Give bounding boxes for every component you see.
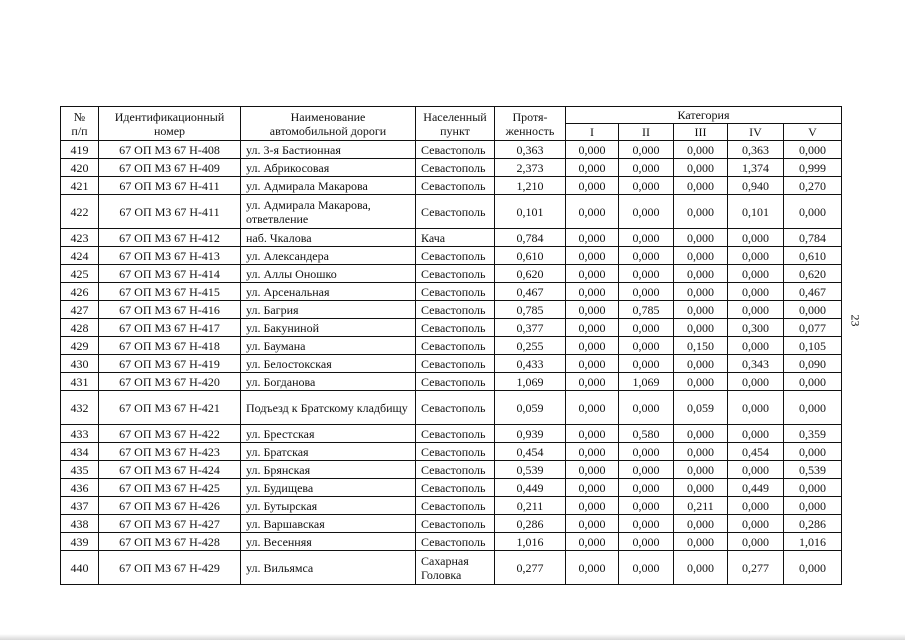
category-5-value: 0,999	[784, 159, 842, 177]
road-id: 67 ОП МЗ 67 Н-421	[99, 391, 241, 425]
road-length: 0,610	[495, 247, 566, 265]
category-5-value: 0,000	[784, 301, 842, 319]
road-name: наб. Чкалова	[241, 229, 416, 247]
category-3-value: 0,000	[674, 283, 728, 301]
category-4-value: 0,000	[728, 497, 784, 515]
row-number: 432	[61, 391, 99, 425]
road-length: 0,467	[495, 283, 566, 301]
category-5-value: 0,000	[784, 373, 842, 391]
road-name: ул. Богданова	[241, 373, 416, 391]
table-row	[61, 533, 842, 551]
road-length: 0,363	[495, 141, 566, 159]
table-row	[61, 497, 842, 515]
table-row	[61, 177, 842, 195]
road-id: 67 ОП МЗ 67 Н-418	[99, 337, 241, 355]
category-4-value: 0,454	[728, 443, 784, 461]
settlement: Севастополь	[416, 337, 495, 355]
settlement: Севастополь	[416, 497, 495, 515]
settlement: Севастополь	[416, 301, 495, 319]
category-4-value: 0,000	[728, 229, 784, 247]
category-4-value: 0,000	[728, 425, 784, 443]
category-3-value: 0,150	[674, 337, 728, 355]
category-3-value: 0,000	[674, 319, 728, 337]
settlement: Севастополь	[416, 533, 495, 551]
road-name: ул. Александера	[241, 247, 416, 265]
road-id: 67 ОП МЗ 67 Н-422	[99, 425, 241, 443]
table-row	[61, 319, 842, 337]
settlement: Сахарная Головка	[416, 551, 495, 585]
road-name: ул. Варшавская	[241, 515, 416, 533]
table-row	[61, 337, 842, 355]
category-1-value: 0,000	[566, 265, 619, 283]
category-4-value: 0,343	[728, 355, 784, 373]
category-1-value: 0,000	[566, 229, 619, 247]
road-id: 67 ОП МЗ 67 Н-417	[99, 319, 241, 337]
category-3-value: 0,211	[674, 497, 728, 515]
category-2-value: 0,000	[619, 159, 674, 177]
road-length: 1,210	[495, 177, 566, 195]
road-name: ул. Абрикосовая	[241, 159, 416, 177]
category-3-value: 0,000	[674, 461, 728, 479]
row-number: 430	[61, 355, 99, 373]
category-4-value: 0,101	[728, 195, 784, 229]
road-id: 67 ОП МЗ 67 Н-426	[99, 497, 241, 515]
road-length: 0,255	[495, 337, 566, 355]
road-length: 0,539	[495, 461, 566, 479]
category-5-value: 0,077	[784, 319, 842, 337]
header-cat-3: III	[674, 124, 728, 141]
header-length: Протя- женность	[495, 107, 566, 141]
category-2-value: 0,000	[619, 283, 674, 301]
category-1-value: 0,000	[566, 497, 619, 515]
category-5-value: 0,539	[784, 461, 842, 479]
road-name: ул. 3-я Бастионная	[241, 141, 416, 159]
category-3-value: 0,000	[674, 373, 728, 391]
settlement: Севастополь	[416, 479, 495, 497]
row-number: 421	[61, 177, 99, 195]
category-1-value: 0,000	[566, 443, 619, 461]
category-4-value: 1,374	[728, 159, 784, 177]
road-name: ул. Арсенальная	[241, 283, 416, 301]
road-id: 67 ОП МЗ 67 Н-409	[99, 159, 241, 177]
header-cat-4: IV	[728, 124, 784, 141]
header-road-name: Наименование автомобильной дороги	[241, 107, 416, 141]
road-length: 0,939	[495, 425, 566, 443]
settlement: Севастополь	[416, 177, 495, 195]
category-1-value: 0,000	[566, 373, 619, 391]
header-settlement: Населенный пункт	[416, 107, 495, 141]
category-5-value: 0,000	[784, 497, 842, 515]
table-row	[61, 355, 842, 373]
road-name: ул. Баумана	[241, 337, 416, 355]
category-1-value: 0,000	[566, 461, 619, 479]
road-name: ул. Вильямса	[241, 551, 416, 585]
category-4-value: 0,000	[728, 515, 784, 533]
category-2-value: 0,000	[619, 337, 674, 355]
category-3-value: 0,000	[674, 301, 728, 319]
road-id: 67 ОП МЗ 67 Н-412	[99, 229, 241, 247]
row-number: 439	[61, 533, 99, 551]
category-1-value: 0,000	[566, 551, 619, 585]
row-number: 420	[61, 159, 99, 177]
settlement: Севастополь	[416, 391, 495, 425]
category-2-value: 0,000	[619, 195, 674, 229]
category-5-value: 0,000	[784, 391, 842, 425]
category-1-value: 0,000	[566, 141, 619, 159]
road-id: 67 ОП МЗ 67 Н-411	[99, 195, 241, 229]
road-length: 0,059	[495, 391, 566, 425]
category-3-value: 0,000	[674, 551, 728, 585]
table-row	[61, 229, 842, 247]
table-row	[61, 159, 842, 177]
road-id: 67 ОП МЗ 67 Н-413	[99, 247, 241, 265]
road-length: 2,373	[495, 159, 566, 177]
row-number: 434	[61, 443, 99, 461]
settlement: Севастополь	[416, 515, 495, 533]
road-name: ул. Бакуниной	[241, 319, 416, 337]
category-2-value: 0,000	[619, 391, 674, 425]
category-4-value: 0,277	[728, 551, 784, 585]
category-1-value: 0,000	[566, 391, 619, 425]
category-1-value: 0,000	[566, 159, 619, 177]
settlement: Севастополь	[416, 159, 495, 177]
category-4-value: 0,000	[728, 265, 784, 283]
road-name: ул. Аллы Оношко	[241, 265, 416, 283]
header-num: № п/п	[61, 107, 99, 141]
category-5-value: 0,359	[784, 425, 842, 443]
road-length: 0,449	[495, 479, 566, 497]
road-length: 0,433	[495, 355, 566, 373]
category-2-value: 0,000	[619, 247, 674, 265]
category-2-value: 0,000	[619, 265, 674, 283]
road-length: 0,101	[495, 195, 566, 229]
category-5-value: 0,090	[784, 355, 842, 373]
road-id: 67 ОП МЗ 67 Н-415	[99, 283, 241, 301]
table-row	[61, 283, 842, 301]
road-id: 67 ОП МЗ 67 Н-423	[99, 443, 241, 461]
category-1-value: 0,000	[566, 355, 619, 373]
category-1-value: 0,000	[566, 533, 619, 551]
category-4-value: 0,363	[728, 141, 784, 159]
category-3-value: 0,000	[674, 159, 728, 177]
category-4-value: 0,000	[728, 373, 784, 391]
category-3-value: 0,000	[674, 177, 728, 195]
category-2-value: 0,000	[619, 533, 674, 551]
row-number: 438	[61, 515, 99, 533]
table-row	[61, 479, 842, 497]
category-3-value: 0,000	[674, 265, 728, 283]
settlement: Севастополь	[416, 425, 495, 443]
scan-edge	[0, 634, 905, 640]
category-3-value: 0,000	[674, 195, 728, 229]
header-category: Категория	[566, 107, 842, 124]
road-name: ул. Адмирала Макарова	[241, 177, 416, 195]
category-4-value: 0,000	[728, 337, 784, 355]
category-2-value: 0,000	[619, 141, 674, 159]
category-2-value: 0,000	[619, 461, 674, 479]
settlement: Севастополь	[416, 461, 495, 479]
table-row	[61, 301, 842, 319]
category-5-value: 0,467	[784, 283, 842, 301]
row-number: 440	[61, 551, 99, 585]
category-3-value: 0,000	[674, 425, 728, 443]
table-row	[61, 141, 842, 159]
category-3-value: 0,000	[674, 247, 728, 265]
category-4-value: 0,300	[728, 319, 784, 337]
row-number: 426	[61, 283, 99, 301]
category-1-value: 0,000	[566, 425, 619, 443]
category-2-value: 0,785	[619, 301, 674, 319]
road-length: 0,620	[495, 265, 566, 283]
category-1-value: 0,000	[566, 337, 619, 355]
page-number: 23	[848, 314, 863, 327]
category-1-value: 0,000	[566, 177, 619, 195]
category-5-value: 0,784	[784, 229, 842, 247]
category-5-value: 0,610	[784, 247, 842, 265]
table-row	[61, 195, 842, 229]
road-length: 1,016	[495, 533, 566, 551]
category-5-value: 0,000	[784, 195, 842, 229]
category-3-value: 0,000	[674, 355, 728, 373]
header-id: Идентификационный номер	[99, 107, 241, 141]
settlement: Севастополь	[416, 265, 495, 283]
category-2-value: 0,000	[619, 229, 674, 247]
road-length: 0,377	[495, 319, 566, 337]
road-id: 67 ОП МЗ 67 Н-427	[99, 515, 241, 533]
header-cat-5: V	[784, 124, 842, 141]
row-number: 427	[61, 301, 99, 319]
row-number: 431	[61, 373, 99, 391]
road-id: 67 ОП МЗ 67 Н-416	[99, 301, 241, 319]
road-id: 67 ОП МЗ 67 Н-419	[99, 355, 241, 373]
category-3-value: 0,000	[674, 229, 728, 247]
row-number: 425	[61, 265, 99, 283]
category-4-value: 0,000	[728, 283, 784, 301]
category-4-value: 0,940	[728, 177, 784, 195]
row-number: 435	[61, 461, 99, 479]
settlement: Кача	[416, 229, 495, 247]
table-row	[61, 265, 842, 283]
road-name: ул. Весенняя	[241, 533, 416, 551]
category-1-value: 0,000	[566, 319, 619, 337]
table-header	[61, 107, 842, 141]
settlement: Севастополь	[416, 195, 495, 229]
table-row	[61, 551, 842, 585]
category-4-value: 0,449	[728, 479, 784, 497]
road-length: 0,454	[495, 443, 566, 461]
document-page	[60, 106, 842, 585]
road-id: 67 ОП МЗ 67 Н-414	[99, 265, 241, 283]
category-2-value: 0,000	[619, 551, 674, 585]
category-3-value: 0,000	[674, 141, 728, 159]
category-3-value: 0,059	[674, 391, 728, 425]
settlement: Севастополь	[416, 283, 495, 301]
settlement: Севастополь	[416, 443, 495, 461]
category-5-value: 0,000	[784, 479, 842, 497]
table-row	[61, 391, 842, 425]
road-name: ул. Бутырская	[241, 497, 416, 515]
road-name: ул. Багрия	[241, 301, 416, 319]
category-5-value: 0,286	[784, 515, 842, 533]
category-2-value: 0,580	[619, 425, 674, 443]
row-number: 422	[61, 195, 99, 229]
category-4-value: 0,000	[728, 301, 784, 319]
category-2-value: 0,000	[619, 479, 674, 497]
road-name: ул. Брестская	[241, 425, 416, 443]
road-name: ул. Братская	[241, 443, 416, 461]
row-number: 437	[61, 497, 99, 515]
road-id: 67 ОП МЗ 67 Н-411	[99, 177, 241, 195]
row-number: 419	[61, 141, 99, 159]
category-5-value: 1,016	[784, 533, 842, 551]
road-name: ул. Адмирала Макарова, ответвление	[241, 195, 416, 229]
category-2-value: 0,000	[619, 497, 674, 515]
category-3-value: 0,000	[674, 479, 728, 497]
table-row	[61, 443, 842, 461]
road-length: 0,286	[495, 515, 566, 533]
category-2-value: 0,000	[619, 319, 674, 337]
category-4-value: 0,000	[728, 247, 784, 265]
category-5-value: 0,000	[784, 141, 842, 159]
table-row	[61, 425, 842, 443]
road-name: ул. Белостокская	[241, 355, 416, 373]
row-number: 423	[61, 229, 99, 247]
category-2-value: 0,000	[619, 515, 674, 533]
category-5-value: 0,000	[784, 443, 842, 461]
category-4-value: 0,000	[728, 461, 784, 479]
table-row	[61, 247, 842, 265]
category-1-value: 0,000	[566, 515, 619, 533]
row-number: 424	[61, 247, 99, 265]
settlement: Севастополь	[416, 373, 495, 391]
category-2-value: 0,000	[619, 443, 674, 461]
category-5-value: 0,105	[784, 337, 842, 355]
header-cat-1: I	[566, 124, 619, 141]
category-5-value: 0,000	[784, 551, 842, 585]
road-length: 0,784	[495, 229, 566, 247]
road-id: 67 ОП МЗ 67 Н-408	[99, 141, 241, 159]
category-3-value: 0,000	[674, 515, 728, 533]
road-id: 67 ОП МЗ 67 Н-420	[99, 373, 241, 391]
row-number: 429	[61, 337, 99, 355]
road-name: ул. Брянская	[241, 461, 416, 479]
row-number: 433	[61, 425, 99, 443]
category-1-value: 0,000	[566, 283, 619, 301]
category-1-value: 0,000	[566, 195, 619, 229]
table-row	[61, 461, 842, 479]
category-5-value: 0,620	[784, 265, 842, 283]
category-5-value: 0,270	[784, 177, 842, 195]
road-id: 67 ОП МЗ 67 Н-425	[99, 479, 241, 497]
table-row	[61, 373, 842, 391]
category-2-value: 0,000	[619, 355, 674, 373]
category-3-value: 0,000	[674, 533, 728, 551]
road-id: 67 ОП МЗ 67 Н-424	[99, 461, 241, 479]
category-1-value: 0,000	[566, 301, 619, 319]
table-body	[61, 141, 842, 585]
table-row	[61, 515, 842, 533]
category-2-value: 0,000	[619, 177, 674, 195]
road-length: 0,277	[495, 551, 566, 585]
road-length: 0,785	[495, 301, 566, 319]
category-4-value: 0,000	[728, 533, 784, 551]
settlement: Севастополь	[416, 247, 495, 265]
settlement: Севастополь	[416, 355, 495, 373]
road-name: ул. Будищева	[241, 479, 416, 497]
settlement: Севастополь	[416, 319, 495, 337]
row-number: 436	[61, 479, 99, 497]
category-3-value: 0,000	[674, 443, 728, 461]
category-2-value: 1,069	[619, 373, 674, 391]
road-length: 0,211	[495, 497, 566, 515]
header-cat-2: II	[619, 124, 674, 141]
road-name: Подъезд к Братскому кладбищу	[241, 391, 416, 425]
settlement: Севастополь	[416, 141, 495, 159]
category-4-value: 0,000	[728, 391, 784, 425]
category-1-value: 0,000	[566, 247, 619, 265]
row-number: 428	[61, 319, 99, 337]
road-length: 1,069	[495, 373, 566, 391]
road-id: 67 ОП МЗ 67 Н-429	[99, 551, 241, 585]
road-id: 67 ОП МЗ 67 Н-428	[99, 533, 241, 551]
category-1-value: 0,000	[566, 479, 619, 497]
roads-table	[60, 106, 842, 585]
